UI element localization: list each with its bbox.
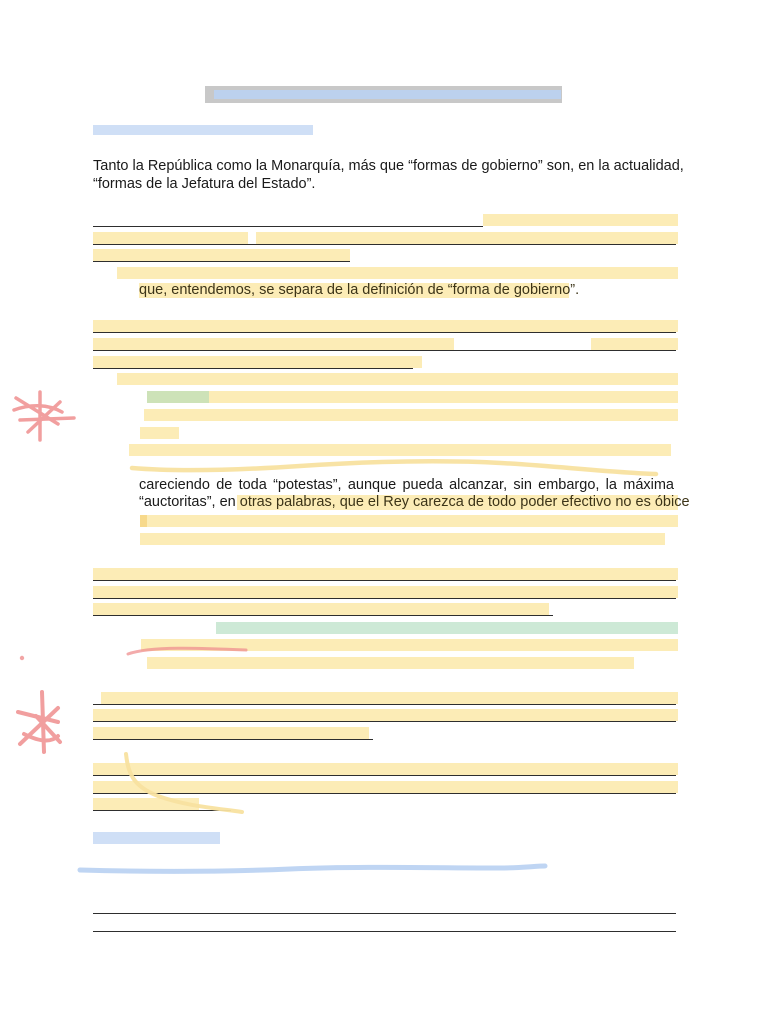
highlight <box>101 692 678 704</box>
ink-blue-stroke <box>80 866 545 871</box>
highlight <box>93 356 422 368</box>
highlight <box>117 373 678 385</box>
highlight <box>129 444 671 456</box>
ink-asterisk-icon <box>14 392 74 440</box>
paragraph-line: Tanto la República como la Monarquía, más que “formas de gobierno” son, en la actualidad, <box>93 158 684 174</box>
underline <box>93 810 231 811</box>
highlight <box>93 568 678 580</box>
highlight <box>93 586 678 598</box>
quote-line: careciendo de toda “potestas”, aunque pueda alcanzar, sin embargo, la máxima <box>139 477 674 493</box>
highlight <box>93 763 678 775</box>
underline <box>93 226 483 227</box>
highlight <box>93 338 454 350</box>
underline <box>93 615 553 616</box>
ink-underline-wave <box>132 461 656 474</box>
underline <box>93 793 676 794</box>
highlight <box>93 727 369 739</box>
highlight <box>140 515 147 527</box>
underline <box>93 704 676 705</box>
highlight <box>93 249 350 261</box>
highlight <box>140 427 179 439</box>
title-highlight <box>214 90 561 99</box>
highlight <box>141 639 678 651</box>
highlight <box>93 320 678 332</box>
ink-star-icon <box>18 692 60 752</box>
highlight <box>140 533 665 545</box>
quote-text: “auctoritas”, en <box>139 494 240 510</box>
underline <box>93 775 676 776</box>
underline <box>93 350 591 351</box>
quote-line: que, entendemos, se separa de la definición de “forma de gobierno”. <box>139 282 580 298</box>
quote-line <box>139 493 690 511</box>
underline <box>93 244 676 245</box>
underline <box>93 913 676 914</box>
underline <box>93 332 676 333</box>
quote-text-highlighted: otras palabras, que el Rey carezca de todo poder efectivo no es óbice <box>239 494 690 510</box>
highlight <box>93 603 549 615</box>
ink-dot <box>20 656 24 660</box>
highlight <box>591 338 678 350</box>
highlight <box>209 391 678 403</box>
highlight <box>93 232 248 244</box>
underline <box>93 931 676 932</box>
section-heading-highlight <box>93 125 313 135</box>
underline <box>93 368 413 369</box>
highlight <box>483 214 678 226</box>
highlight <box>144 409 678 421</box>
underline <box>93 721 676 722</box>
underline <box>93 261 350 262</box>
underline <box>93 739 373 740</box>
highlight <box>147 515 678 527</box>
underline <box>93 580 676 581</box>
underline <box>93 598 676 599</box>
underline <box>591 350 676 351</box>
highlight <box>147 657 634 669</box>
highlight <box>117 267 678 279</box>
highlight-green <box>216 622 678 634</box>
highlight <box>93 798 199 810</box>
highlight <box>93 781 678 793</box>
highlight-green <box>147 391 209 403</box>
section-heading-highlight <box>93 832 220 844</box>
paragraph-line: “formas de la Jefatura del Estado”. <box>93 176 316 192</box>
highlight <box>256 232 678 244</box>
highlight <box>93 709 678 721</box>
